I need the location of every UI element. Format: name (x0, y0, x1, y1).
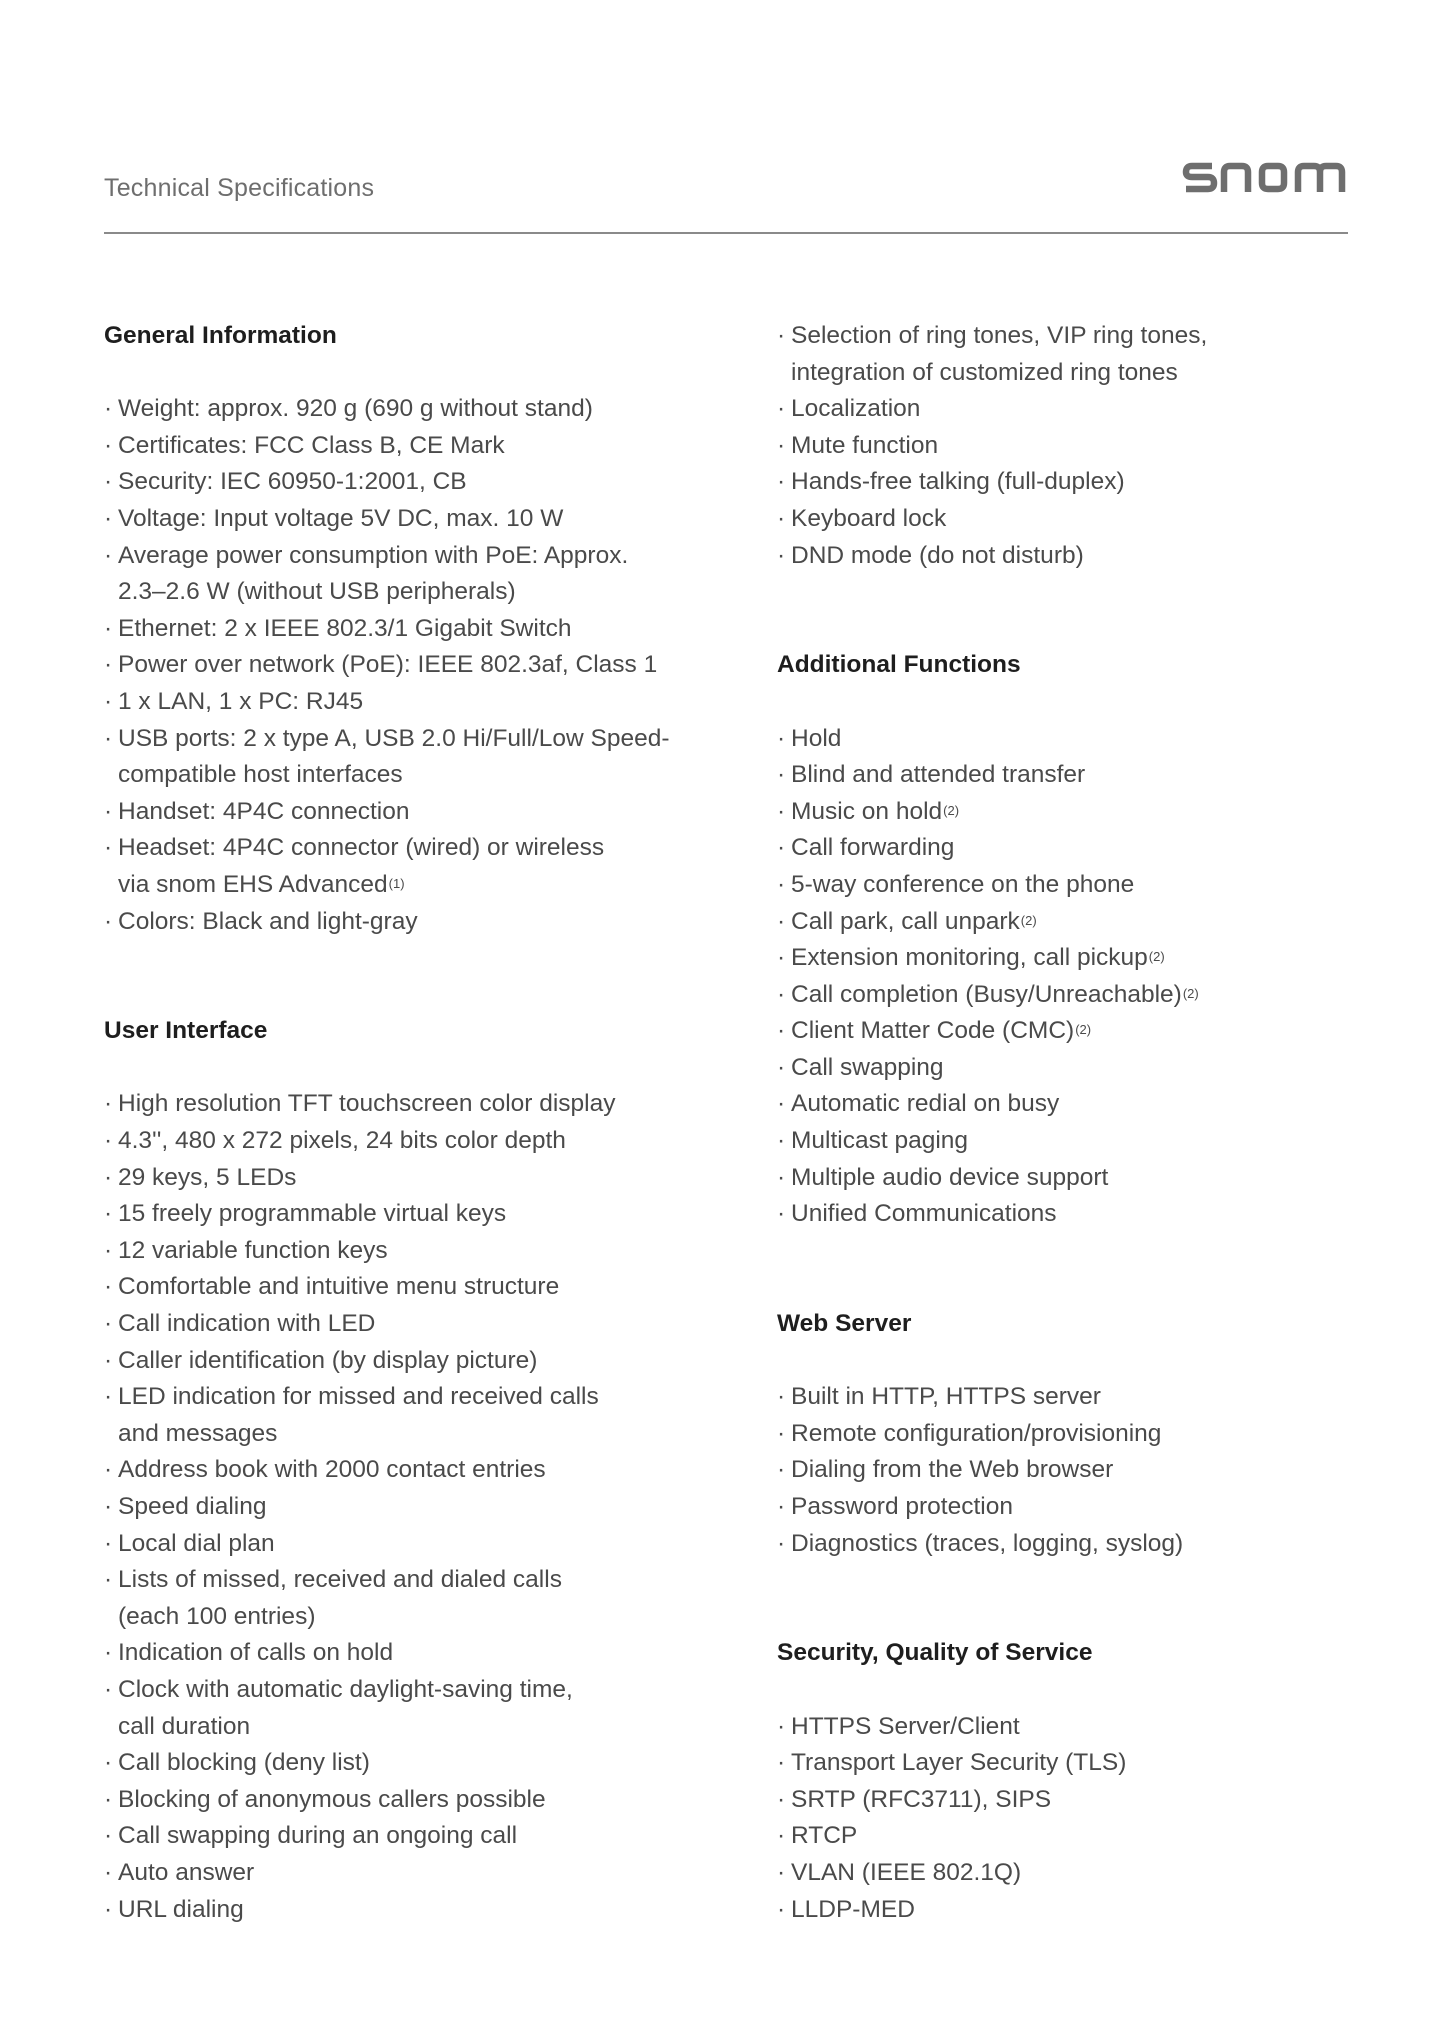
spec-list-item (104, 1306, 744, 1343)
spec-list-item (104, 611, 744, 648)
spec-list-item (777, 830, 1397, 867)
spec-item-text: Call swapping during an ongoing call (118, 1822, 518, 1850)
spec-list-item (104, 904, 744, 941)
spec-item-text: Caller identification (by display picture) (118, 1346, 538, 1374)
spec-item-text: Music on hold$^{(2)}$ (791, 797, 960, 825)
spec-item-text: Call forwarding (791, 834, 955, 862)
spec-item-text: Diagnostics (traces, logging, syslog) (791, 1529, 1184, 1557)
spec-list-item (104, 1086, 744, 1123)
bullet-glyph: · (104, 1273, 113, 1301)
spec-item-text: Client Matter Code (CMC)$^{(2)}$ (791, 1017, 1092, 1045)
bullet-glyph: · (104, 1566, 113, 1594)
bullet-glyph: · (104, 431, 113, 459)
spec-item-text: Power over network (PoE): IEEE 802.3af, Class 1 (118, 651, 658, 679)
bullet-glyph: · (777, 1712, 786, 1740)
spec-item-text: Call completion (Busy/Unreachable)$^{(2)}$ (791, 980, 1199, 1008)
spec-item-text: Headset: 4P4C connector (wired) or wireless (118, 834, 605, 862)
spec-item-text: Selection of ring tones, VIP ring tones, (791, 322, 1208, 349)
spec-item-text: SRTP (RFC3711), SIPS (791, 1785, 1052, 1813)
spec-list-item (777, 1196, 1397, 1233)
spec-item-text: Remote configuration/provisioning (791, 1419, 1162, 1447)
spec-item-text: Multicast paging (791, 1127, 969, 1155)
spec-item-text: 4.3'', 480 x 272 pixels, 24 bits color depth (118, 1127, 566, 1155)
spec-list-item (777, 1123, 1397, 1160)
bullet-glyph: · (777, 1419, 786, 1447)
spec-list-item (777, 318, 1397, 391)
spec-item-text: Localization (791, 395, 921, 423)
spec-list-item (104, 1379, 744, 1452)
bullet-glyph: · (104, 1090, 113, 1118)
bullet-glyph: · (104, 1895, 113, 1923)
spec-item-text: 15 freely programmable virtual keys (118, 1200, 507, 1228)
bullet-glyph: · (104, 651, 113, 679)
spec-list-item (104, 501, 744, 538)
spec-item-text: Unified Communications (791, 1200, 1057, 1228)
spec-item-text: Built in HTTP, HTTPS server (791, 1383, 1101, 1411)
left-column (104, 318, 744, 1928)
bullet-glyph: · (777, 1200, 786, 1228)
bullet-glyph: · (777, 541, 786, 569)
spec-item-text: Call park, call unpark$^{(2)}$ (791, 907, 1037, 935)
spec-item-text: (each 100 entries) (118, 1602, 316, 1630)
spec-list-item (777, 1160, 1397, 1197)
bullet-glyph: · (104, 1346, 113, 1374)
spec-item-text: Voltage: Input voltage 5V DC, max. 10 W (118, 504, 564, 532)
spec-list-item (777, 1855, 1397, 1892)
spec-item-text: and messages (118, 1419, 278, 1447)
bullet-glyph: · (777, 1127, 786, 1155)
spec-list-item (777, 1782, 1397, 1819)
spec-list-item (777, 757, 1397, 794)
spec-list-item (104, 1562, 744, 1635)
section-title-web-server: Web Server (777, 1310, 912, 1338)
spec-list-item (104, 1343, 744, 1380)
spec-list-item (777, 1818, 1397, 1855)
section-title-general-information: General Information (104, 322, 337, 349)
spec-list-item (777, 1526, 1397, 1563)
section-title-additional-functions: Additional Functions (777, 651, 1021, 679)
bullet-glyph: · (777, 1017, 786, 1045)
bullet-glyph: · (777, 980, 786, 1008)
spec-list-item (777, 940, 1397, 977)
spec-list-item (777, 1452, 1397, 1489)
spec-list-item (104, 1635, 744, 1672)
spec-item-text: Weight: approx. 920 g (690 g without stand) (118, 395, 593, 423)
footnote-marker: (2) (1020, 912, 1037, 928)
spec-list-item (104, 721, 744, 794)
bullet-glyph: · (104, 1785, 113, 1813)
bullet-glyph: · (104, 1310, 113, 1338)
bullet-glyph: · (777, 761, 786, 789)
bullet-glyph: · (777, 395, 786, 423)
spec-list-item (104, 1233, 744, 1270)
spec-item-text: Mute function (791, 431, 939, 459)
spec-item-text: Comfortable and intuitive menu structure (118, 1273, 560, 1301)
spec-item-text: Auto answer (118, 1858, 255, 1886)
bullet-glyph: · (777, 870, 786, 898)
spec-list-item (104, 1452, 744, 1489)
bullet-glyph: · (104, 797, 113, 825)
spec-list-item (777, 538, 1397, 575)
spec-list-item (777, 977, 1397, 1014)
bullet-glyph: · (777, 1090, 786, 1118)
spec-item-text: call duration (118, 1712, 251, 1740)
spec-list-item (104, 1196, 744, 1233)
bullet-glyph: · (777, 1822, 786, 1850)
bullet-glyph: · (777, 431, 786, 459)
bullet-glyph: · (777, 944, 786, 972)
spec-item-text: Hold (791, 724, 842, 752)
bullet-glyph: · (777, 1456, 786, 1484)
bullet-glyph: · (104, 614, 113, 642)
spec-item-text: Dialing from the Web browser (791, 1456, 1114, 1484)
spec-item-text: Call blocking (deny list) (118, 1749, 370, 1777)
spec-list-item (777, 1050, 1397, 1087)
bullet-glyph: · (104, 1529, 113, 1557)
spec-list-item (104, 1818, 744, 1855)
spec-list-item (104, 538, 744, 611)
bullet-glyph: · (104, 907, 113, 935)
spec-list-item (777, 1416, 1397, 1453)
spec-item-text: Certificates: FCC Class B, CE Mark (118, 431, 505, 459)
spec-item-text: Blocking of anonymous callers possible (118, 1785, 546, 1813)
spec-item-text: Average power consumption with PoE: Approx. (118, 541, 629, 569)
bullet-glyph: · (104, 504, 113, 532)
bullet-glyph: · (104, 1822, 113, 1850)
spec-item-text: via snom EHS Advanced$^{(1)}$ (118, 870, 405, 898)
bullet-glyph: · (777, 797, 786, 825)
spec-list-item (104, 1123, 744, 1160)
bullet-glyph: · (777, 834, 786, 862)
spec-list-item (777, 428, 1397, 465)
bullet-glyph: · (104, 687, 113, 715)
bullet-glyph: · (104, 1236, 113, 1264)
spec-item-text: Keyboard lock (791, 504, 947, 532)
spec-list-item (777, 1379, 1397, 1416)
spec-list-item (777, 391, 1397, 428)
bullet-glyph: · (777, 1493, 786, 1520)
bullet-glyph: · (104, 1456, 113, 1484)
bullet-glyph: · (777, 1163, 786, 1191)
spec-list-item (104, 391, 744, 428)
bullet-glyph: · (777, 1383, 786, 1411)
spec-item-text: LLDP-MED (791, 1895, 915, 1923)
footnote-marker: (1) (388, 875, 405, 891)
bullet-glyph: · (104, 1858, 113, 1886)
spec-item-text: DND mode (do not disturb) (791, 541, 1084, 569)
spec-item-text: Indication of calls on hold (118, 1639, 394, 1667)
spec-item-text: Clock with automatic daylight-saving time, (118, 1675, 573, 1703)
bullet-glyph: · (777, 504, 786, 532)
bullet-glyph: · (104, 724, 113, 752)
spec-list-item (777, 1013, 1397, 1050)
spec-list-item (104, 1855, 744, 1892)
bullet-glyph: · (777, 1053, 786, 1081)
bullet-glyph: · (777, 322, 786, 349)
bullet-glyph: · (777, 1785, 786, 1813)
spec-item-text: Multiple audio device support (791, 1163, 1109, 1191)
bullet-glyph: · (777, 468, 786, 496)
spec-item-text: Speed dialing (118, 1493, 267, 1520)
spec-list-item (777, 1086, 1397, 1123)
bullet-glyph: · (104, 1493, 113, 1520)
spec-item-text: USB ports: 2 x type A, USB 2.0 Hi/Full/Low Speed- (118, 724, 670, 752)
footnote-marker: (2) (1148, 949, 1165, 965)
spec-item-text: Call swapping (791, 1053, 944, 1081)
spec-list-item (104, 1160, 744, 1197)
snom-logo (1182, 152, 1348, 202)
spec-item-text: Call indication with LED (118, 1310, 376, 1338)
spec-item-text: Colors: Black and light-gray (118, 907, 418, 935)
section-title-user-interface: User Interface (104, 1017, 268, 1045)
spec-item-text: 29 keys, 5 LEDs (118, 1163, 297, 1191)
bullet-glyph: · (777, 1749, 786, 1777)
spec-item-text: VLAN (IEEE 802.1Q) (791, 1858, 1022, 1886)
footnote-marker: (2) (1182, 985, 1199, 1001)
spec-item-text: High resolution TFT touchscreen color display (118, 1090, 616, 1118)
spec-list-item (104, 428, 744, 465)
footnote-marker: (2) (1075, 1022, 1092, 1038)
spec-item-text: Extension monitoring, call pickup$^{(2)}$ (791, 944, 1165, 972)
spec-item-text: Transport Layer Security (TLS) (791, 1749, 1127, 1777)
spec-item-text: URL dialing (118, 1895, 244, 1923)
spec-list-item (777, 464, 1397, 501)
spec-item-text: integration of customized ring tones (791, 358, 1178, 386)
spec-list-item (777, 1745, 1397, 1782)
spec-list-item (104, 684, 744, 721)
bullet-glyph: · (777, 1895, 786, 1923)
spec-list-item (104, 1745, 744, 1782)
spec-list-item (777, 1892, 1397, 1929)
spec-list-item (104, 647, 744, 684)
spec-item-text: RTCP (791, 1822, 858, 1850)
spec-list-item (104, 1672, 744, 1745)
bullet-glyph: · (104, 1163, 113, 1191)
bullet-glyph: · (104, 1639, 113, 1667)
spec-list-item (104, 1489, 744, 1526)
spec-item-text: Automatic redial on busy (791, 1090, 1060, 1118)
spec-list-item (777, 794, 1397, 831)
spec-item-text: HTTPS Server/Client (791, 1712, 1020, 1740)
spec-list-item (777, 904, 1397, 941)
spec-item-text: 1 x LAN, 1 x PC: RJ45 (118, 687, 364, 715)
spec-list-item (777, 1709, 1397, 1746)
bullet-glyph: · (104, 1200, 113, 1228)
spec-item-text: LED indication for missed and received calls (118, 1383, 599, 1411)
spec-list-item (777, 721, 1397, 758)
spec-item-text: 12 variable function keys (118, 1236, 388, 1264)
spec-item-text: 5-way conference on the phone (791, 870, 1135, 898)
bullet-glyph: · (104, 1127, 113, 1155)
spec-list-item (104, 464, 744, 501)
spec-item-text: Security: IEC 60950-1:2001, CB (118, 468, 467, 496)
spec-item-text: Hands-free talking (full-duplex) (791, 468, 1125, 496)
spec-item-text: compatible host interfaces (118, 761, 403, 789)
spec-item-text: Blind and attended transfer (791, 761, 1086, 789)
bullet-glyph: · (777, 724, 786, 752)
bullet-glyph: · (777, 907, 786, 935)
spec-item-text: Ethernet: 2 x IEEE 802.3/1 Gigabit Switch (118, 614, 572, 642)
bullet-glyph: · (104, 395, 113, 423)
header-divider (104, 232, 1348, 234)
spec-list-item (777, 1489, 1397, 1526)
right-column (777, 318, 1397, 1928)
spec-list-item (104, 1892, 744, 1929)
page-header-title: Technical Specifications (104, 174, 375, 202)
bullet-glyph: · (104, 1383, 113, 1411)
spec-item-text: Password protection (791, 1493, 1013, 1520)
bullet-glyph: · (104, 834, 113, 862)
bullet-glyph: · (104, 468, 113, 496)
bullet-glyph: · (777, 1858, 786, 1886)
footnote-marker: (2) (943, 802, 960, 818)
spec-list-item (104, 1526, 744, 1563)
bullet-glyph: · (104, 1749, 113, 1777)
bullet-glyph: · (104, 1675, 113, 1703)
spec-list-item (777, 867, 1397, 904)
spec-list-item (104, 830, 744, 903)
section-title-security-quality-of-service: Security, Quality of Service (777, 1639, 1093, 1667)
spec-list-item (104, 1782, 744, 1819)
spec-item-text: Lists of missed, received and dialed calls (118, 1566, 562, 1594)
spec-list-item (777, 501, 1397, 538)
spec-list-item (104, 794, 744, 831)
spec-list-item (104, 1269, 744, 1306)
bullet-glyph: · (777, 1529, 786, 1557)
bullet-glyph: · (104, 541, 113, 569)
spec-item-text: Address book with 2000 contact entries (118, 1456, 546, 1484)
spec-item-text: 2.3–2.6 W (without USB peripherals) (118, 578, 516, 606)
spec-item-text: Handset: 4P4C connection (118, 797, 410, 825)
spec-item-text: Local dial plan (118, 1529, 275, 1557)
